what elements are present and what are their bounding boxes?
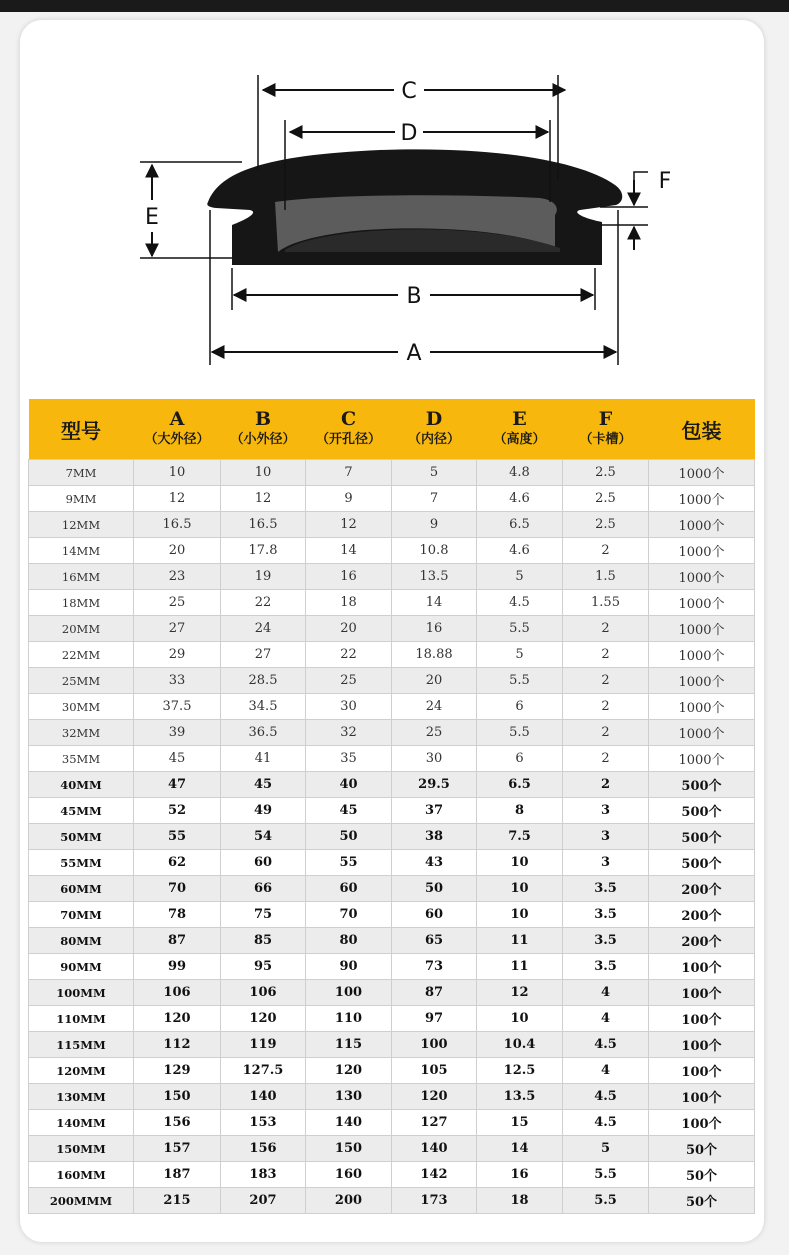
table-cell: 112 bbox=[134, 1032, 221, 1058]
table-cell: 200 bbox=[306, 1188, 392, 1214]
table-cell: 105 bbox=[392, 1058, 477, 1084]
table-cell: 3.5 bbox=[563, 876, 649, 902]
table-row bbox=[29, 486, 755, 512]
table-row bbox=[29, 616, 755, 642]
table-cell: 2 bbox=[563, 772, 649, 798]
table-cell: 1000个 bbox=[649, 564, 755, 590]
table-cell: 50个 bbox=[649, 1162, 755, 1188]
cell-model: 70MM bbox=[29, 902, 134, 928]
table-cell: 34.5 bbox=[221, 694, 306, 720]
table-row bbox=[29, 876, 755, 902]
table-cell: 32 bbox=[306, 720, 392, 746]
table-cell: 55 bbox=[306, 850, 392, 876]
table-cell: 5.5 bbox=[563, 1188, 649, 1214]
table-cell: 4 bbox=[563, 1006, 649, 1032]
table-cell: 106 bbox=[134, 980, 221, 1006]
table-cell: 33 bbox=[134, 668, 221, 694]
table-cell: 85 bbox=[221, 928, 306, 954]
header-packing: 包装 bbox=[649, 399, 755, 460]
table-cell: 54 bbox=[221, 824, 306, 850]
table-cell: 24 bbox=[392, 694, 477, 720]
cell-model: 22MM bbox=[29, 642, 134, 668]
table-cell: 5.5 bbox=[477, 720, 563, 746]
table-cell: 156 bbox=[221, 1136, 306, 1162]
table-cell: 60 bbox=[221, 850, 306, 876]
table-cell: 62 bbox=[134, 850, 221, 876]
label-a: A bbox=[406, 341, 422, 366]
cell-model: 7MM bbox=[29, 460, 134, 486]
table-row bbox=[29, 1032, 755, 1058]
table-cell: 120 bbox=[392, 1084, 477, 1110]
table-cell: 120 bbox=[134, 1006, 221, 1032]
table-cell: 50个 bbox=[649, 1136, 755, 1162]
table-cell: 4.5 bbox=[563, 1084, 649, 1110]
table-cell: 19 bbox=[221, 564, 306, 590]
table-cell: 90 bbox=[306, 954, 392, 980]
table-cell: 12 bbox=[134, 486, 221, 512]
table-cell: 7 bbox=[392, 486, 477, 512]
table-cell: 6 bbox=[477, 746, 563, 772]
table-cell: 23 bbox=[134, 564, 221, 590]
cell-model: 30MM bbox=[29, 694, 134, 720]
table-row bbox=[29, 1162, 755, 1188]
table-cell: 4.5 bbox=[563, 1110, 649, 1136]
table-cell: 22 bbox=[306, 642, 392, 668]
table-cell: 120 bbox=[306, 1058, 392, 1084]
table-cell: 16 bbox=[392, 616, 477, 642]
table-cell: 127.5 bbox=[221, 1058, 306, 1084]
table-row bbox=[29, 980, 755, 1006]
table-cell: 2.5 bbox=[563, 512, 649, 538]
table-cell: 10 bbox=[477, 1006, 563, 1032]
table-row bbox=[29, 798, 755, 824]
label-e: E bbox=[145, 205, 159, 230]
table-cell: 207 bbox=[221, 1188, 306, 1214]
table-cell: 6.5 bbox=[477, 512, 563, 538]
table-cell: 8 bbox=[477, 798, 563, 824]
table-cell: 1.5 bbox=[563, 564, 649, 590]
cell-model: 200MMM bbox=[29, 1188, 134, 1214]
table-cell: 2 bbox=[563, 538, 649, 564]
table-cell: 215 bbox=[134, 1188, 221, 1214]
table-cell: 45 bbox=[134, 746, 221, 772]
table-cell: 100个 bbox=[649, 1058, 755, 1084]
table-cell: 10.8 bbox=[392, 538, 477, 564]
cell-model: 12MM bbox=[29, 512, 134, 538]
cell-model: 55MM bbox=[29, 850, 134, 876]
table-cell: 14 bbox=[392, 590, 477, 616]
table-cell: 1000个 bbox=[649, 486, 755, 512]
table-row bbox=[29, 746, 755, 772]
table-cell: 142 bbox=[392, 1162, 477, 1188]
table-cell: 41 bbox=[221, 746, 306, 772]
table-cell: 1000个 bbox=[649, 590, 755, 616]
table-cell: 127 bbox=[392, 1110, 477, 1136]
table-cell: 2 bbox=[563, 694, 649, 720]
table-cell: 200个 bbox=[649, 928, 755, 954]
table-cell: 4.5 bbox=[563, 1032, 649, 1058]
table-cell: 130 bbox=[306, 1084, 392, 1110]
table-cell: 38 bbox=[392, 824, 477, 850]
table-cell: 100个 bbox=[649, 1006, 755, 1032]
table-cell: 3 bbox=[563, 850, 649, 876]
table-cell: 3.5 bbox=[563, 954, 649, 980]
cell-model: 45MM bbox=[29, 798, 134, 824]
table-cell: 1000个 bbox=[649, 746, 755, 772]
table-cell: 100个 bbox=[649, 954, 755, 980]
table-cell: 99 bbox=[134, 954, 221, 980]
header-f: F （卡槽） bbox=[563, 399, 649, 460]
table-row bbox=[29, 928, 755, 954]
cell-model: 80MM bbox=[29, 928, 134, 954]
table-cell: 35 bbox=[306, 746, 392, 772]
table-cell: 1000个 bbox=[649, 720, 755, 746]
table-cell: 39 bbox=[134, 720, 221, 746]
table-cell: 187 bbox=[134, 1162, 221, 1188]
table-cell: 115 bbox=[306, 1032, 392, 1058]
table-cell: 29.5 bbox=[392, 772, 477, 798]
table-cell: 29 bbox=[134, 642, 221, 668]
table-cell: 28.5 bbox=[221, 668, 306, 694]
table-row bbox=[29, 720, 755, 746]
cell-model: 20MM bbox=[29, 616, 134, 642]
table-cell: 4 bbox=[563, 980, 649, 1006]
top-bar bbox=[0, 0, 789, 12]
spec-table bbox=[28, 399, 755, 1214]
table-cell: 97 bbox=[392, 1006, 477, 1032]
table-cell: 14 bbox=[306, 538, 392, 564]
table-cell: 5.5 bbox=[563, 1162, 649, 1188]
header-model: 型号 bbox=[29, 399, 134, 460]
table-cell: 200个 bbox=[649, 902, 755, 928]
table-cell: 1000个 bbox=[649, 642, 755, 668]
table-cell: 4.6 bbox=[477, 486, 563, 512]
table-cell: 17.8 bbox=[221, 538, 306, 564]
table-cell: 3 bbox=[563, 824, 649, 850]
cell-model: 110MM bbox=[29, 1006, 134, 1032]
table-row bbox=[29, 1110, 755, 1136]
table-row bbox=[29, 1006, 755, 1032]
table-cell: 2 bbox=[563, 720, 649, 746]
header-d: D （内径） bbox=[392, 399, 477, 460]
table-cell: 45 bbox=[306, 798, 392, 824]
table-cell: 100个 bbox=[649, 1032, 755, 1058]
table-cell: 50 bbox=[306, 824, 392, 850]
table-cell: 13.5 bbox=[477, 1084, 563, 1110]
table-cell: 7.5 bbox=[477, 824, 563, 850]
table-cell: 25 bbox=[306, 668, 392, 694]
header-c: C （开孔径） bbox=[306, 399, 392, 460]
table-cell: 500个 bbox=[649, 824, 755, 850]
table-cell: 10 bbox=[134, 460, 221, 486]
table-cell: 37.5 bbox=[134, 694, 221, 720]
table-header-row bbox=[29, 399, 755, 460]
table-cell: 70 bbox=[134, 876, 221, 902]
table-cell: 153 bbox=[221, 1110, 306, 1136]
table-cell: 2 bbox=[563, 642, 649, 668]
table-cell: 1000个 bbox=[649, 694, 755, 720]
table-cell: 10 bbox=[221, 460, 306, 486]
table-cell: 70 bbox=[306, 902, 392, 928]
table-cell: 16.5 bbox=[134, 512, 221, 538]
table-cell: 13.5 bbox=[392, 564, 477, 590]
table-cell: 30 bbox=[306, 694, 392, 720]
table-cell: 150 bbox=[134, 1084, 221, 1110]
table-cell: 16 bbox=[477, 1162, 563, 1188]
table-row bbox=[29, 902, 755, 928]
cell-model: 18MM bbox=[29, 590, 134, 616]
table-cell: 5.5 bbox=[477, 616, 563, 642]
table-cell: 119 bbox=[221, 1032, 306, 1058]
table-cell: 22 bbox=[221, 590, 306, 616]
label-d: D bbox=[400, 121, 418, 146]
table-row bbox=[29, 460, 755, 486]
table-cell: 27 bbox=[134, 616, 221, 642]
table-row bbox=[29, 850, 755, 876]
table-cell: 80 bbox=[306, 928, 392, 954]
table-cell: 4.5 bbox=[477, 590, 563, 616]
table-cell: 52 bbox=[134, 798, 221, 824]
cell-model: 9MM bbox=[29, 486, 134, 512]
table-cell: 140 bbox=[306, 1110, 392, 1136]
table-cell: 50 bbox=[392, 876, 477, 902]
table-cell: 36.5 bbox=[221, 720, 306, 746]
table-cell: 87 bbox=[134, 928, 221, 954]
table-cell: 66 bbox=[221, 876, 306, 902]
cell-model: 140MM bbox=[29, 1110, 134, 1136]
table-cell: 25 bbox=[134, 590, 221, 616]
label-f: F bbox=[658, 169, 672, 194]
table-row bbox=[29, 824, 755, 850]
table-cell: 4.6 bbox=[477, 538, 563, 564]
table-cell: 129 bbox=[134, 1058, 221, 1084]
table-row bbox=[29, 772, 755, 798]
table-cell: 2 bbox=[563, 616, 649, 642]
table-cell: 183 bbox=[221, 1162, 306, 1188]
table-cell: 7 bbox=[306, 460, 392, 486]
cell-model: 160MM bbox=[29, 1162, 134, 1188]
table-cell: 75 bbox=[221, 902, 306, 928]
table-cell: 11 bbox=[477, 928, 563, 954]
table-cell: 500个 bbox=[649, 772, 755, 798]
cell-model: 14MM bbox=[29, 538, 134, 564]
table-cell: 49 bbox=[221, 798, 306, 824]
table-row bbox=[29, 512, 755, 538]
table-cell: 100 bbox=[392, 1032, 477, 1058]
table-cell: 3 bbox=[563, 798, 649, 824]
table-row bbox=[29, 1084, 755, 1110]
table-cell: 1000个 bbox=[649, 668, 755, 694]
table-cell: 30 bbox=[392, 746, 477, 772]
header-b: B （小外径） bbox=[221, 399, 306, 460]
header-a: A （大外径） bbox=[134, 399, 221, 460]
cell-model: 100MM bbox=[29, 980, 134, 1006]
table-cell: 9 bbox=[392, 512, 477, 538]
table-cell: 20 bbox=[134, 538, 221, 564]
cell-model: 115MM bbox=[29, 1032, 134, 1058]
table-cell: 78 bbox=[134, 902, 221, 928]
table-cell: 45 bbox=[221, 772, 306, 798]
table-cell: 6 bbox=[477, 694, 563, 720]
table-cell: 100个 bbox=[649, 1110, 755, 1136]
table-cell: 100 bbox=[306, 980, 392, 1006]
table-cell: 15 bbox=[477, 1110, 563, 1136]
table-cell: 2 bbox=[563, 746, 649, 772]
table-cell: 3.5 bbox=[563, 902, 649, 928]
cell-model: 150MM bbox=[29, 1136, 134, 1162]
label-c: C bbox=[401, 79, 417, 104]
table-cell: 110 bbox=[306, 1006, 392, 1032]
table-cell: 2.5 bbox=[563, 460, 649, 486]
table-row bbox=[29, 538, 755, 564]
table-cell: 160 bbox=[306, 1162, 392, 1188]
cell-model: 32MM bbox=[29, 720, 134, 746]
table-row bbox=[29, 668, 755, 694]
table-cell: 156 bbox=[134, 1110, 221, 1136]
table-cell: 4 bbox=[563, 1058, 649, 1084]
table-cell: 87 bbox=[392, 980, 477, 1006]
table-cell: 200个 bbox=[649, 876, 755, 902]
table-cell: 37 bbox=[392, 798, 477, 824]
table-cell: 1000个 bbox=[649, 538, 755, 564]
table-cell: 25 bbox=[392, 720, 477, 746]
grommet-diagram bbox=[20, 20, 764, 395]
table-cell: 18.88 bbox=[392, 642, 477, 668]
cell-model: 16MM bbox=[29, 564, 134, 590]
table-cell: 43 bbox=[392, 850, 477, 876]
label-b: B bbox=[406, 284, 422, 309]
table-cell: 12 bbox=[221, 486, 306, 512]
table-cell: 18 bbox=[477, 1188, 563, 1214]
table-cell: 14 bbox=[477, 1136, 563, 1162]
table-cell: 55 bbox=[134, 824, 221, 850]
table-row bbox=[29, 1058, 755, 1084]
cell-model: 130MM bbox=[29, 1084, 134, 1110]
cell-model: 35MM bbox=[29, 746, 134, 772]
table-row bbox=[29, 1136, 755, 1162]
spec-card bbox=[20, 20, 764, 1242]
table-cell: 16 bbox=[306, 564, 392, 590]
table-row bbox=[29, 590, 755, 616]
table-cell: 10 bbox=[477, 850, 563, 876]
table-cell: 10 bbox=[477, 902, 563, 928]
cell-model: 25MM bbox=[29, 668, 134, 694]
table-cell: 95 bbox=[221, 954, 306, 980]
table-cell: 16.5 bbox=[221, 512, 306, 538]
cell-model: 40MM bbox=[29, 772, 134, 798]
table-cell: 73 bbox=[392, 954, 477, 980]
table-cell: 150 bbox=[306, 1136, 392, 1162]
table-cell: 157 bbox=[134, 1136, 221, 1162]
table-cell: 2.5 bbox=[563, 486, 649, 512]
table-cell: 5 bbox=[563, 1136, 649, 1162]
table-row bbox=[29, 642, 755, 668]
table-row bbox=[29, 694, 755, 720]
table-cell: 173 bbox=[392, 1188, 477, 1214]
cell-model: 120MM bbox=[29, 1058, 134, 1084]
table-cell: 120 bbox=[221, 1006, 306, 1032]
table-cell: 18 bbox=[306, 590, 392, 616]
cell-model: 90MM bbox=[29, 954, 134, 980]
table-cell: 500个 bbox=[649, 798, 755, 824]
table-cell: 3.5 bbox=[563, 928, 649, 954]
header-e: E （高度） bbox=[477, 399, 563, 460]
table-cell: 50个 bbox=[649, 1188, 755, 1214]
table-cell: 10.4 bbox=[477, 1032, 563, 1058]
table-cell: 60 bbox=[306, 876, 392, 902]
table-cell: 10 bbox=[477, 876, 563, 902]
table-cell: 100个 bbox=[649, 980, 755, 1006]
table-cell: 140 bbox=[221, 1084, 306, 1110]
table-cell: 12 bbox=[477, 980, 563, 1006]
table-cell: 1000个 bbox=[649, 512, 755, 538]
table-cell: 65 bbox=[392, 928, 477, 954]
table-cell: 1.55 bbox=[563, 590, 649, 616]
table-cell: 5 bbox=[392, 460, 477, 486]
table-cell: 4.8 bbox=[477, 460, 563, 486]
table-cell: 1000个 bbox=[649, 616, 755, 642]
table-row bbox=[29, 1188, 755, 1214]
table-cell: 100个 bbox=[649, 1084, 755, 1110]
table-cell: 40 bbox=[306, 772, 392, 798]
table-cell: 140 bbox=[392, 1136, 477, 1162]
table-cell: 12 bbox=[306, 512, 392, 538]
table-cell: 60 bbox=[392, 902, 477, 928]
table-cell: 47 bbox=[134, 772, 221, 798]
table-cell: 5.5 bbox=[477, 668, 563, 694]
table-row bbox=[29, 564, 755, 590]
table-cell: 6.5 bbox=[477, 772, 563, 798]
table-cell: 500个 bbox=[649, 850, 755, 876]
table-cell: 20 bbox=[392, 668, 477, 694]
table-cell: 2 bbox=[563, 668, 649, 694]
table-cell: 24 bbox=[221, 616, 306, 642]
table-cell: 20 bbox=[306, 616, 392, 642]
table-cell: 5 bbox=[477, 564, 563, 590]
table-cell: 27 bbox=[221, 642, 306, 668]
table-cell: 11 bbox=[477, 954, 563, 980]
table-cell: 1000个 bbox=[649, 460, 755, 486]
table-cell: 9 bbox=[306, 486, 392, 512]
table-cell: 12.5 bbox=[477, 1058, 563, 1084]
table-row bbox=[29, 954, 755, 980]
table-cell: 5 bbox=[477, 642, 563, 668]
cell-model: 50MM bbox=[29, 824, 134, 850]
table-cell: 106 bbox=[221, 980, 306, 1006]
cell-model: 60MM bbox=[29, 876, 134, 902]
